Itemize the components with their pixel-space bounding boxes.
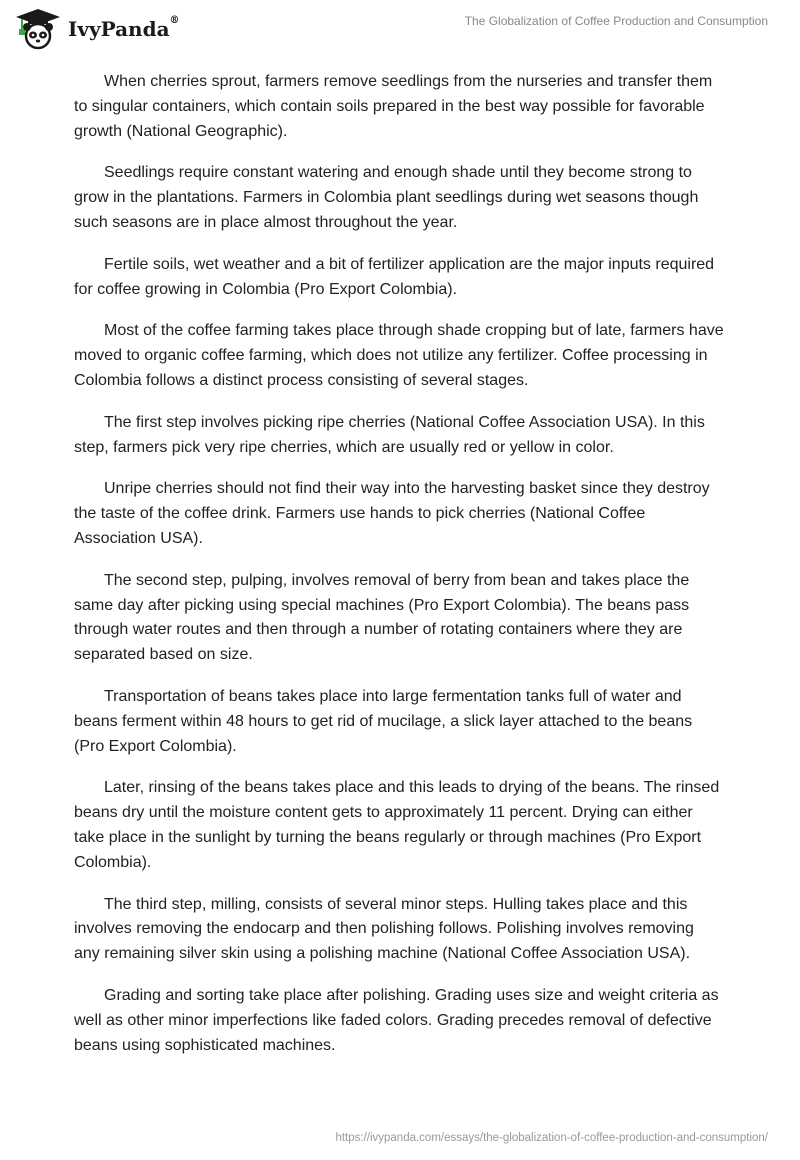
document-title: The Globalization of Coffee Production and Consumption <box>464 14 768 28</box>
paragraph: The third step, milling, consists of several minor steps. Hulling takes place and this involves removing the endocarp and then polishing follows. Polishing involves removing any remaining silver skin using a polishing machine (National Coffee Association USA). <box>74 895 694 963</box>
brand-name: IvyPanda® <box>68 15 180 41</box>
paragraph: Seedlings require constant watering and enough shade until they become strong to grow in the plantations. Farmers in Colombia plant seedlings during wet seasons though such seasons are in place almost throughout the year. <box>74 164 699 231</box>
page-header <box>0 0 800 60</box>
paragraph: The first step involves picking ripe cherries (National Coffee Association USA). In this step, farmers pick very ripe cherries, which are usually red or yellow in color. <box>74 413 705 456</box>
brand-logo[interactable] <box>14 8 180 50</box>
panda-graduate-icon <box>14 8 62 50</box>
paragraph: Fertile soils, wet weather and a bit of fertilizer application are the major inputs required for coffee growing in Colombia (Pro Export Colombia). <box>74 255 715 298</box>
source-url[interactable]: https://ivypanda.com/essays/the-globalization-of-coffee-production-and-consumption/ <box>335 1132 768 1144</box>
paragraph: Later, rinsing of the beans takes place and this leads to drying of the beans. The rinsed beans dry until the moisture content gets to approximately 11 percent. Drying can either take place in the sunlight by turning the beans regularly or through machines (Pro Export Colombia). <box>74 779 720 871</box>
paragraph: Transportation of beans takes place into large fermentation tanks full of water and beans ferment within 48 hours to get rid of mucilage, a slick layer attached to the beans (Pro Export Colombia). <box>74 687 693 755</box>
paragraph: When cherries sprout, farmers remove seedlings from the nurseries and transfer them to singular containers, which contain soils prepared in the best way possible for favorable growth (National Geographic). <box>74 73 713 140</box>
paragraph: Grading and sorting take place after polishing. Grading uses size and weight criteria as well as other minor imperfections like faded colors. Grading precedes removal of defective beans using sophisticated machines. <box>74 986 719 1054</box>
paragraph: Most of the coffee farming takes place through shade cropping but of late, farmers have moved to organic coffee farming, which does not utilize any fertilizer. Coffee processing in Colombia follows a distinct process consisting of several stages. <box>74 322 724 389</box>
paragraph: Unripe cherries should not find their way into the harvesting basket since they destroy the taste of the coffee drink. Farmers use hands to pick cherries (National Coffee Association USA). <box>74 480 710 547</box>
essay-body <box>74 70 724 1075</box>
paragraph: The second step, pulping, involves removal of berry from bean and takes place the same day after picking using special machines (Pro Export Colombia). The beans pass through water routes and then through a number of rotating containers where they are separated based on size. <box>74 571 690 664</box>
